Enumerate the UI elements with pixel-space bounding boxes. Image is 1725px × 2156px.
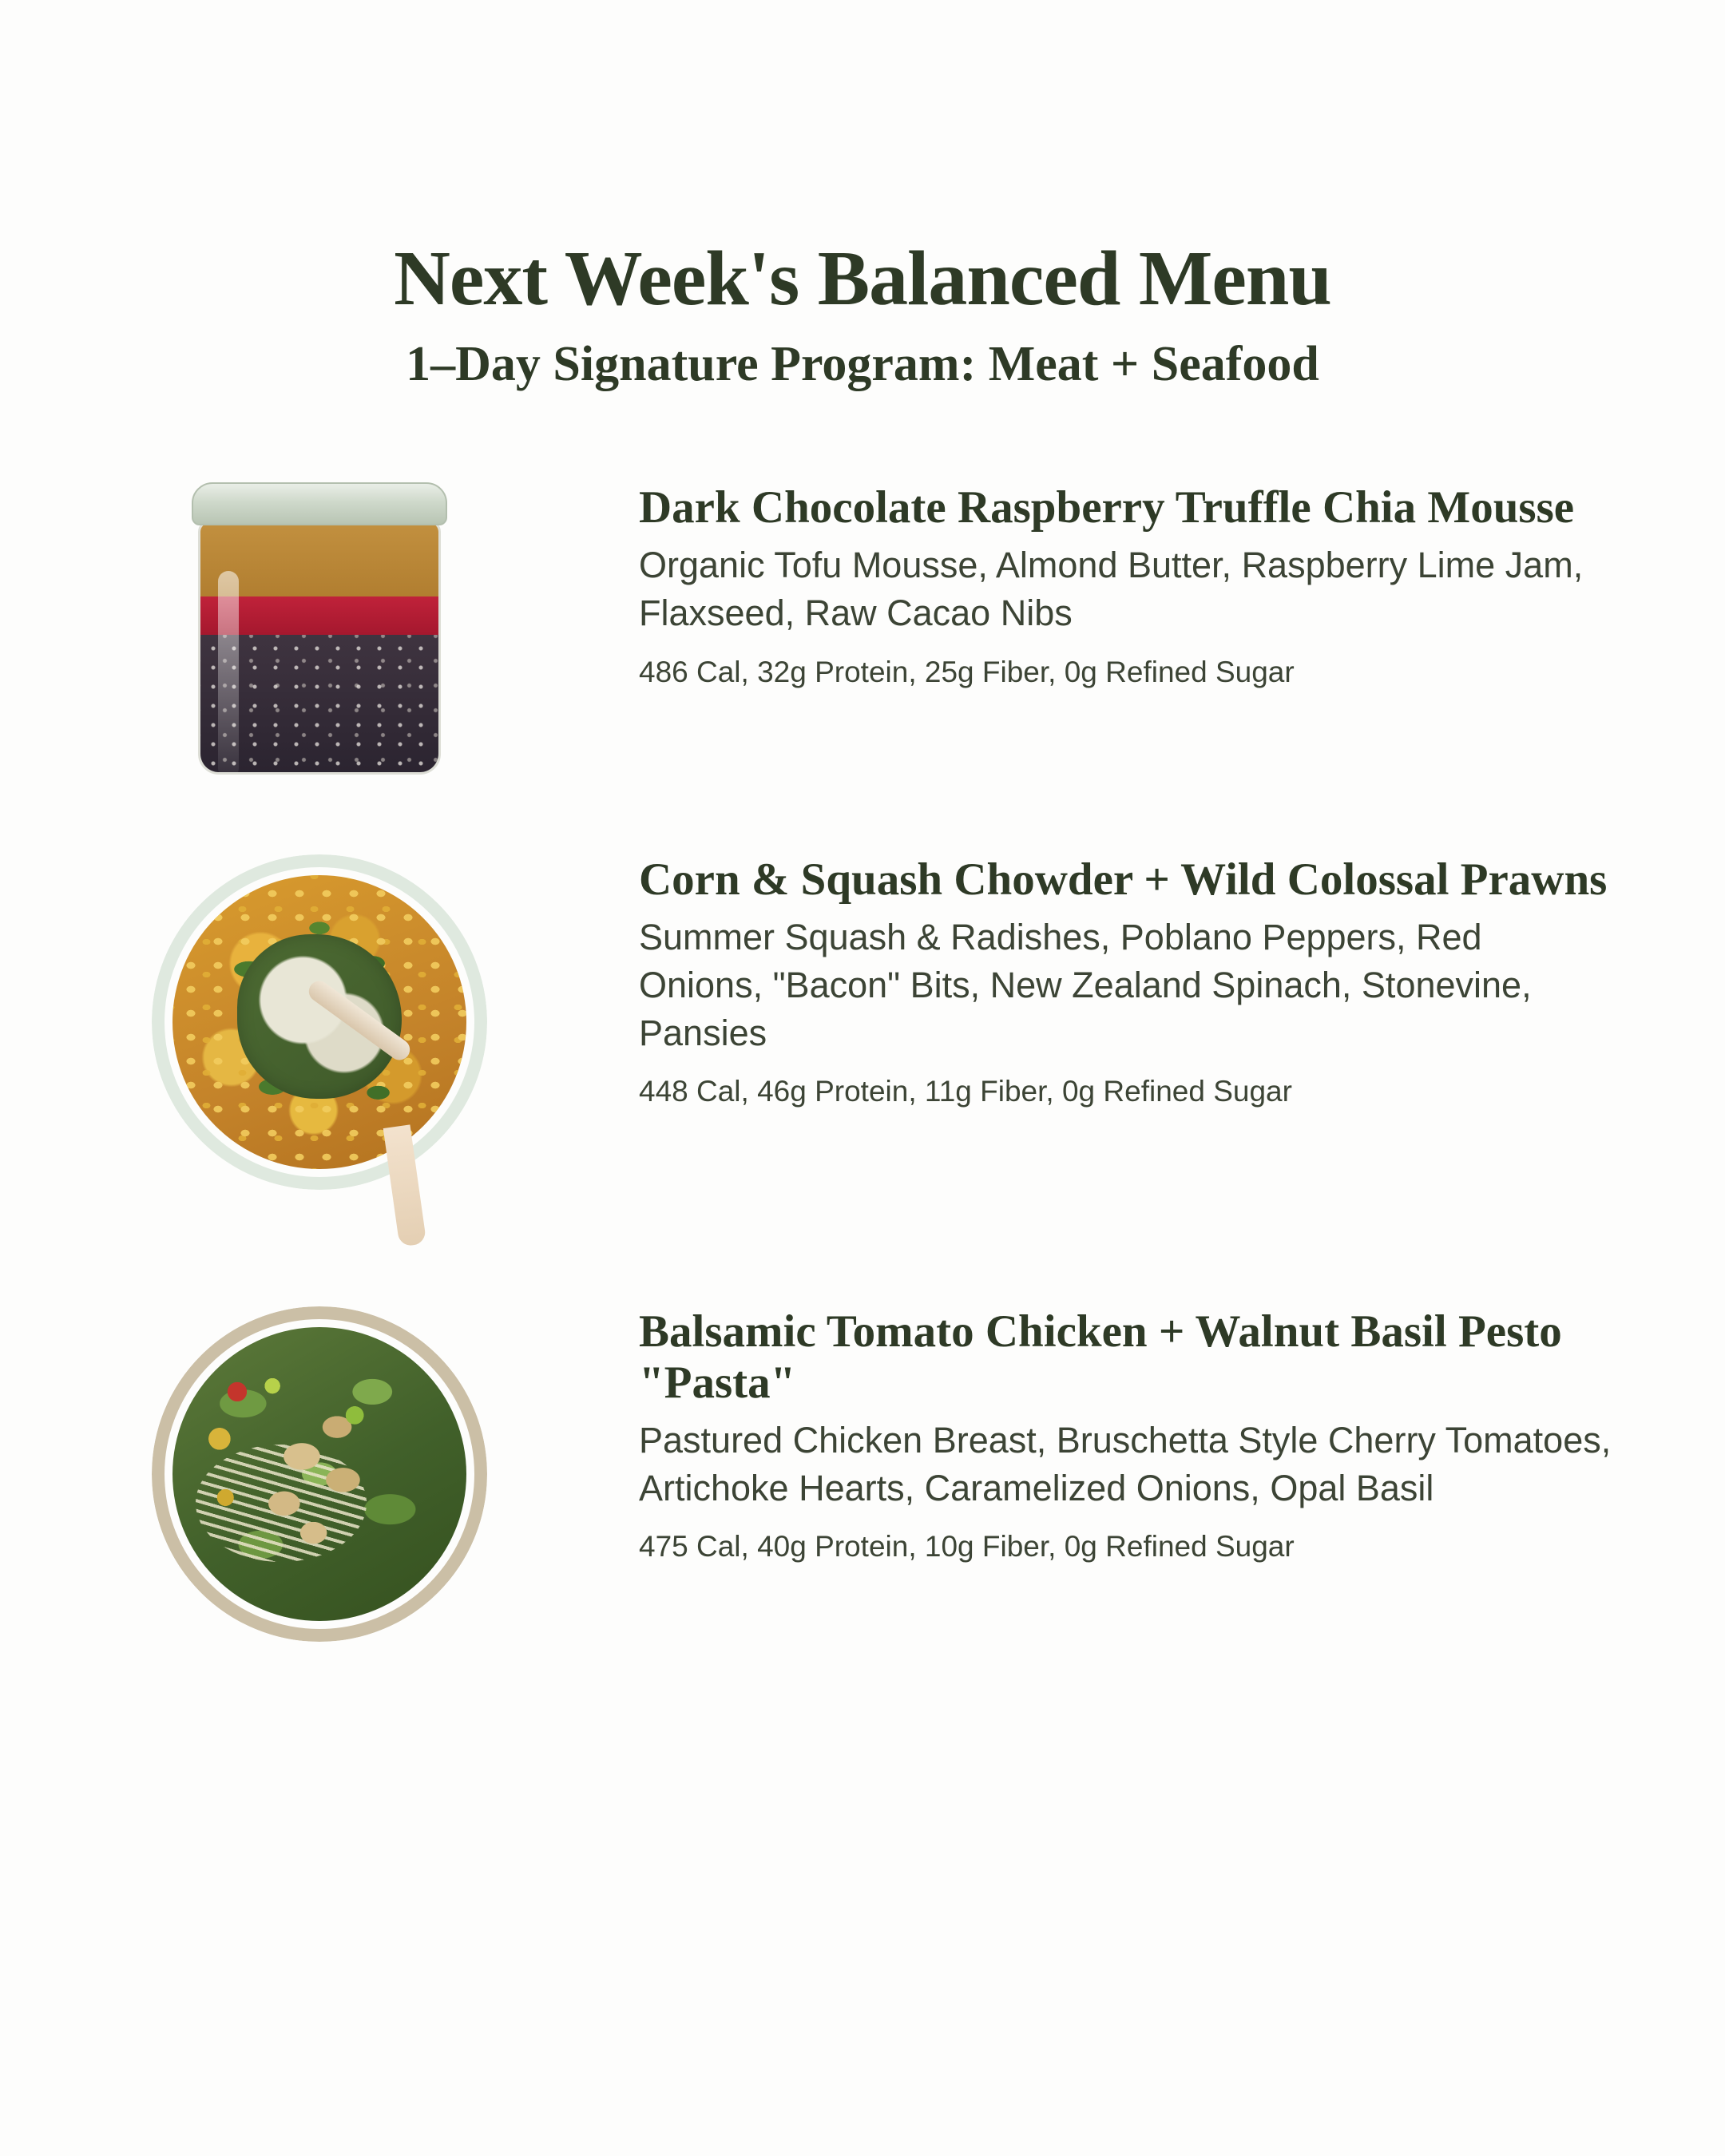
menu-item-text	[639, 854, 1661, 1111]
menu-item	[0, 854, 1725, 1230]
dish-title: Dark Chocolate Raspberry Truffle Chia Mousse	[639, 482, 1575, 533]
dish-title: Corn & Squash Chowder + Wild Colossal Prawns	[639, 854, 1608, 906]
bowl-rim	[152, 854, 487, 1190]
corn-squash-chowder-bowl-photo	[152, 854, 487, 1230]
menu-item	[0, 1306, 1725, 1642]
dish-title: Balsamic Tomato Chicken + Walnut Basil Pesto "Pasta"	[639, 1306, 1562, 1408]
menu-item-text	[639, 482, 1661, 692]
dish-nutrition: 448 Cal, 46g Protein, 11g Fiber, 0g Refined Sugar	[639, 1075, 1292, 1108]
dish-nutrition: 486 Cal, 32g Protein, 25g Fiber, 0g Refined Sugar	[639, 655, 1295, 688]
bowl-rim	[152, 1306, 487, 1642]
dish-description: Pastured Chicken Breast, Bruschetta Style Cherry Tomatoes, Artichoke Hearts, Caramelized Onions, Opal Basil	[639, 1419, 1612, 1508]
page-subtitle: 1–Day Signature Program: Meat + Seafood	[406, 337, 1319, 391]
menu-item-image	[0, 1306, 639, 1642]
jar-glass	[198, 521, 441, 775]
jar-lid	[192, 482, 447, 525]
menu-list	[0, 482, 1725, 1642]
page-title: Next Week's Balanced Menu	[394, 236, 1331, 322]
dish-description: Organic Tofu Mousse, Almond Butter, Raspberry Lime Jam, Flaxseed, Raw Cacao Nibs	[639, 544, 1584, 633]
dish-nutrition: 475 Cal, 40g Protein, 10g Fiber, 0g Refined Sugar	[639, 1530, 1295, 1563]
menu-item	[0, 482, 1725, 778]
chowder-bowl	[152, 854, 487, 1190]
menu-item-image	[0, 854, 639, 1230]
chia-mousse-jar-photo	[182, 482, 458, 778]
dish-description: Summer Squash & Radishes, Poblano Peppers, Red Onions, "Bacon" Bits, New Zealand Spinach, Stonevine, Pansies	[639, 916, 1532, 1053]
menu-item-image	[0, 482, 639, 778]
balsamic-tomato-chicken-bowl-photo	[152, 1306, 487, 1642]
menu-item-text	[639, 1306, 1661, 1566]
page-header	[0, 0, 1725, 390]
glass-glare	[218, 571, 239, 775]
